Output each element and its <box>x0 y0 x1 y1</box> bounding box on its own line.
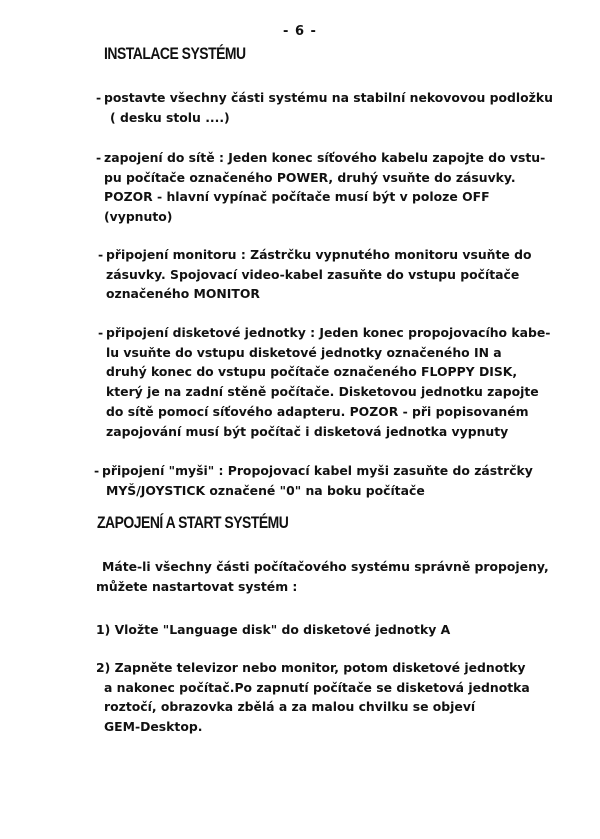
text-line: roztočí, obrazovka zbělá a za malou chvilku se objeví <box>104 699 476 715</box>
text-line: připojení disketové jednotky : Jeden konec propojovacího kabe- <box>106 325 551 340</box>
section-heading-startup: ZAPOJENÍ A START SYSTÉMU <box>97 513 289 532</box>
list-item <box>98 245 532 304</box>
text-line: zapojování musí být počítač i disketová jednotka vypnuty <box>106 423 509 439</box>
list-item <box>94 461 533 500</box>
list-item <box>96 148 546 227</box>
text-line: postavte všechny části systému na stabilní nekovovou podložku <box>104 90 553 105</box>
bullet-dash: - <box>98 247 104 262</box>
text-line: připojení monitoru : Zástrčku vypnutého monitoru vsuňte do <box>106 247 532 262</box>
text-line: lu vsuňte do vstupu disketové jednotky označeného IN a <box>106 344 502 360</box>
text-line: MYŠ/JOYSTICK označené "0" na boku počítače <box>106 482 425 498</box>
list-item <box>98 323 551 441</box>
section-heading-installation: INSTALACE SYSTÉMU <box>104 44 246 63</box>
text-line: ( desku stolu ....) <box>110 109 230 125</box>
text-line: připojení "myši" : Propojovací kabel myši zasuňte do zástrčky <box>102 463 533 478</box>
bullet-dash: - <box>96 90 102 105</box>
page-number: - 6 - <box>283 24 317 39</box>
text-line: zapojení do sítě : Jeden konec síťového kabelu zapojte do vstu- <box>104 150 546 165</box>
step-item <box>96 658 528 737</box>
bullet-dash: - <box>96 150 102 165</box>
text-line: do sítě pomocí síťového adapteru. POZOR - při popisovaném <box>106 403 529 419</box>
intro-paragraph <box>96 557 549 596</box>
bullet-dash: - <box>94 463 100 478</box>
text-line: druhý konec do vstupu počítače označeného FLOPPY DISK, <box>106 364 518 380</box>
text-line: 1) Vložte "Language disk" do disketové jednotky A <box>96 622 451 637</box>
text-line: GEM-Desktop. <box>104 719 203 735</box>
text-line: a nakonec počítač.Po zapnutí počítače se disketová jednotka <box>104 679 530 695</box>
text-line: označeného MONITOR <box>106 286 260 302</box>
text-line: (vypnuto) <box>104 209 173 225</box>
text-line: můžete nastartovat systém : <box>96 578 298 594</box>
text-line: který je na zadní stěně počítače. Disketovou jednotku zapojte <box>106 384 539 400</box>
step-item <box>96 620 450 640</box>
text-line: Máte-li všechny části počítačového systému správně propojeny, <box>102 559 549 574</box>
text-line: zásuvky. Spojovací video-kabel zasuňte do vstupu počítače <box>106 266 520 282</box>
bullet-dash: - <box>98 325 104 340</box>
text-line: POZOR - hlavní vypínač počítače musí být v poloze OFF <box>104 189 490 205</box>
list-item <box>96 88 553 127</box>
text-line: 2) Zapněte televizor nebo monitor, potom disketové jednotky <box>96 660 526 675</box>
text-line: pu počítače označeného POWER, druhý vsuňte do zásuvky. <box>104 169 516 185</box>
